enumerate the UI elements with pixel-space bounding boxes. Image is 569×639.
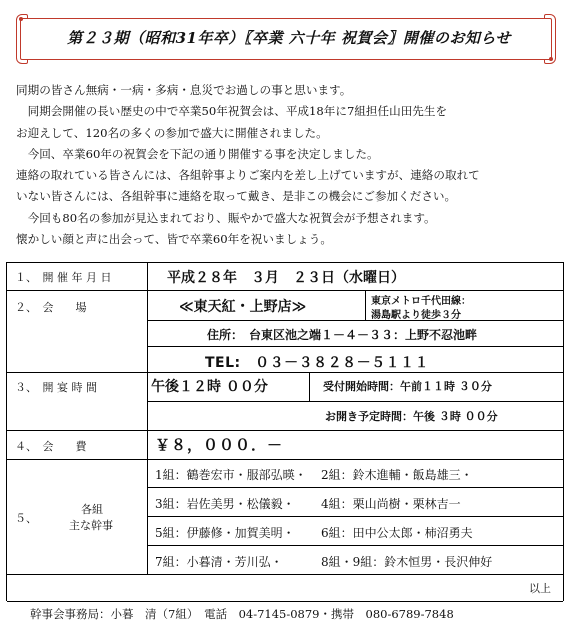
access-line-2: 湯島駅より徒歩３分 xyxy=(371,310,461,321)
venue-address: 住所： 台東区池之端１－４－３３：上野不忍池畔 xyxy=(207,328,478,342)
title-banner xyxy=(16,14,556,64)
paragraph-line: いない皆さんには、各組幹事に連絡を取って戴き、是非この機会にご参加ください。 xyxy=(16,189,457,204)
fee-label: ４、 会 費 xyxy=(15,440,87,453)
access-line-1: 東京メトロ千代田線： xyxy=(371,296,471,307)
organizer-class-8-9: 8組・9組：鈴木恒男・長沢伸好 xyxy=(321,555,493,569)
row-divider xyxy=(147,401,563,402)
organizer-class-1-2: 1組：鶴巻宏市・服部弘暎・ xyxy=(155,468,307,482)
paragraph-line: 連絡の取れている皆さんには、各組幹事よりご案内を差し上げていますが、連絡の取れて xyxy=(16,168,480,183)
secretariat-contact: 幹事会事務局：小暮 清（7組） 電話 04-7145-0879・携帯 080-6789-7848 xyxy=(30,607,454,621)
row-divider xyxy=(7,601,563,602)
paragraph-line: 今回も80名の参加が見込まれており、賑やかで盛大な祝賀会が予想されます。 xyxy=(16,210,436,225)
organizer-class-7: 7組：小暮清・芳川弘・ xyxy=(155,555,283,569)
organizer-class-5: 5組：伊藤修・加賀美明・ xyxy=(155,526,295,540)
row-divider xyxy=(7,459,563,460)
organizers-label-line-1: 各組 xyxy=(81,503,103,516)
banner-corner-dot xyxy=(549,57,553,61)
organizer-class-6: 6組：田中公太郎・柿沼勇夫 xyxy=(321,526,473,540)
fee-value: ￥８，０００．－ xyxy=(155,436,284,454)
paragraph-line: 今回、卒業60年の祝賀会を下記の通り開催する事を決定しました。 xyxy=(16,146,379,161)
row-divider xyxy=(7,574,563,575)
event-details-table xyxy=(6,262,564,601)
banner-corner-dot xyxy=(19,17,23,21)
row-divider xyxy=(7,430,563,431)
page-title: 第２３期（昭和31年卒）〖卒業 六十年 祝賀会〗開催のお知らせ xyxy=(67,29,511,47)
reception-time: 受付開始時間：午前１１時 ３０分 xyxy=(323,380,492,393)
organizer-class-2: 2組：鈴木進輔・飯島雄三・ xyxy=(321,468,473,482)
venue-label: ２、 会 場 xyxy=(15,301,87,314)
paragraph-line: 同期の皆さん無病・一病・多病・息災でお過しの事と思います。 xyxy=(16,83,352,97)
row-divider xyxy=(7,372,563,373)
closing-mark: 以上 xyxy=(529,582,551,595)
organizers-label-line-2: 主な幹事 xyxy=(69,519,113,532)
paragraph-line: 懐かしい顔と声に出会って、皆で卒業60年を祝いましょう。 xyxy=(16,232,332,247)
closing-time: お開き予定時間：午後 ３時 ００分 xyxy=(325,410,498,423)
organizer-class-4: 4組：栗山尚樹・栗林吉一 xyxy=(321,497,461,511)
intro-text xyxy=(16,80,556,250)
paragraph-line: 同期会開催の長い歴史の中で卒業50年祝賀会は、平成18年に7組担任山田先生を xyxy=(16,104,448,119)
date-value: 平成２８年 ３月 ２３日（水曜日） xyxy=(167,270,405,286)
organizer-class-3: 3組：岩佐美男・松儀毅・ xyxy=(155,497,295,511)
date-label: １、 開 催 年 月 日 xyxy=(15,271,112,284)
time-label: ３、 開 宴 時 間 xyxy=(15,381,97,394)
column-divider xyxy=(365,290,366,320)
row-divider xyxy=(147,516,563,517)
row-divider xyxy=(147,545,563,546)
paragraph-line: お迎えして、120名の多くの参加で盛大に開催されました。 xyxy=(16,125,328,140)
column-divider xyxy=(147,263,148,574)
row-divider xyxy=(147,487,563,488)
row-divider xyxy=(7,290,563,291)
venue-name: ≪東天紅・上野店≫ xyxy=(179,299,307,315)
row-divider xyxy=(147,346,563,347)
column-divider xyxy=(309,372,310,401)
venue-tel: TEL: ０３－３８２８－５１１１ xyxy=(205,355,430,371)
row-divider xyxy=(147,320,563,321)
organizers-number: ５、 xyxy=(15,512,37,525)
time-value: 午後１２時 ００分 xyxy=(151,379,268,395)
